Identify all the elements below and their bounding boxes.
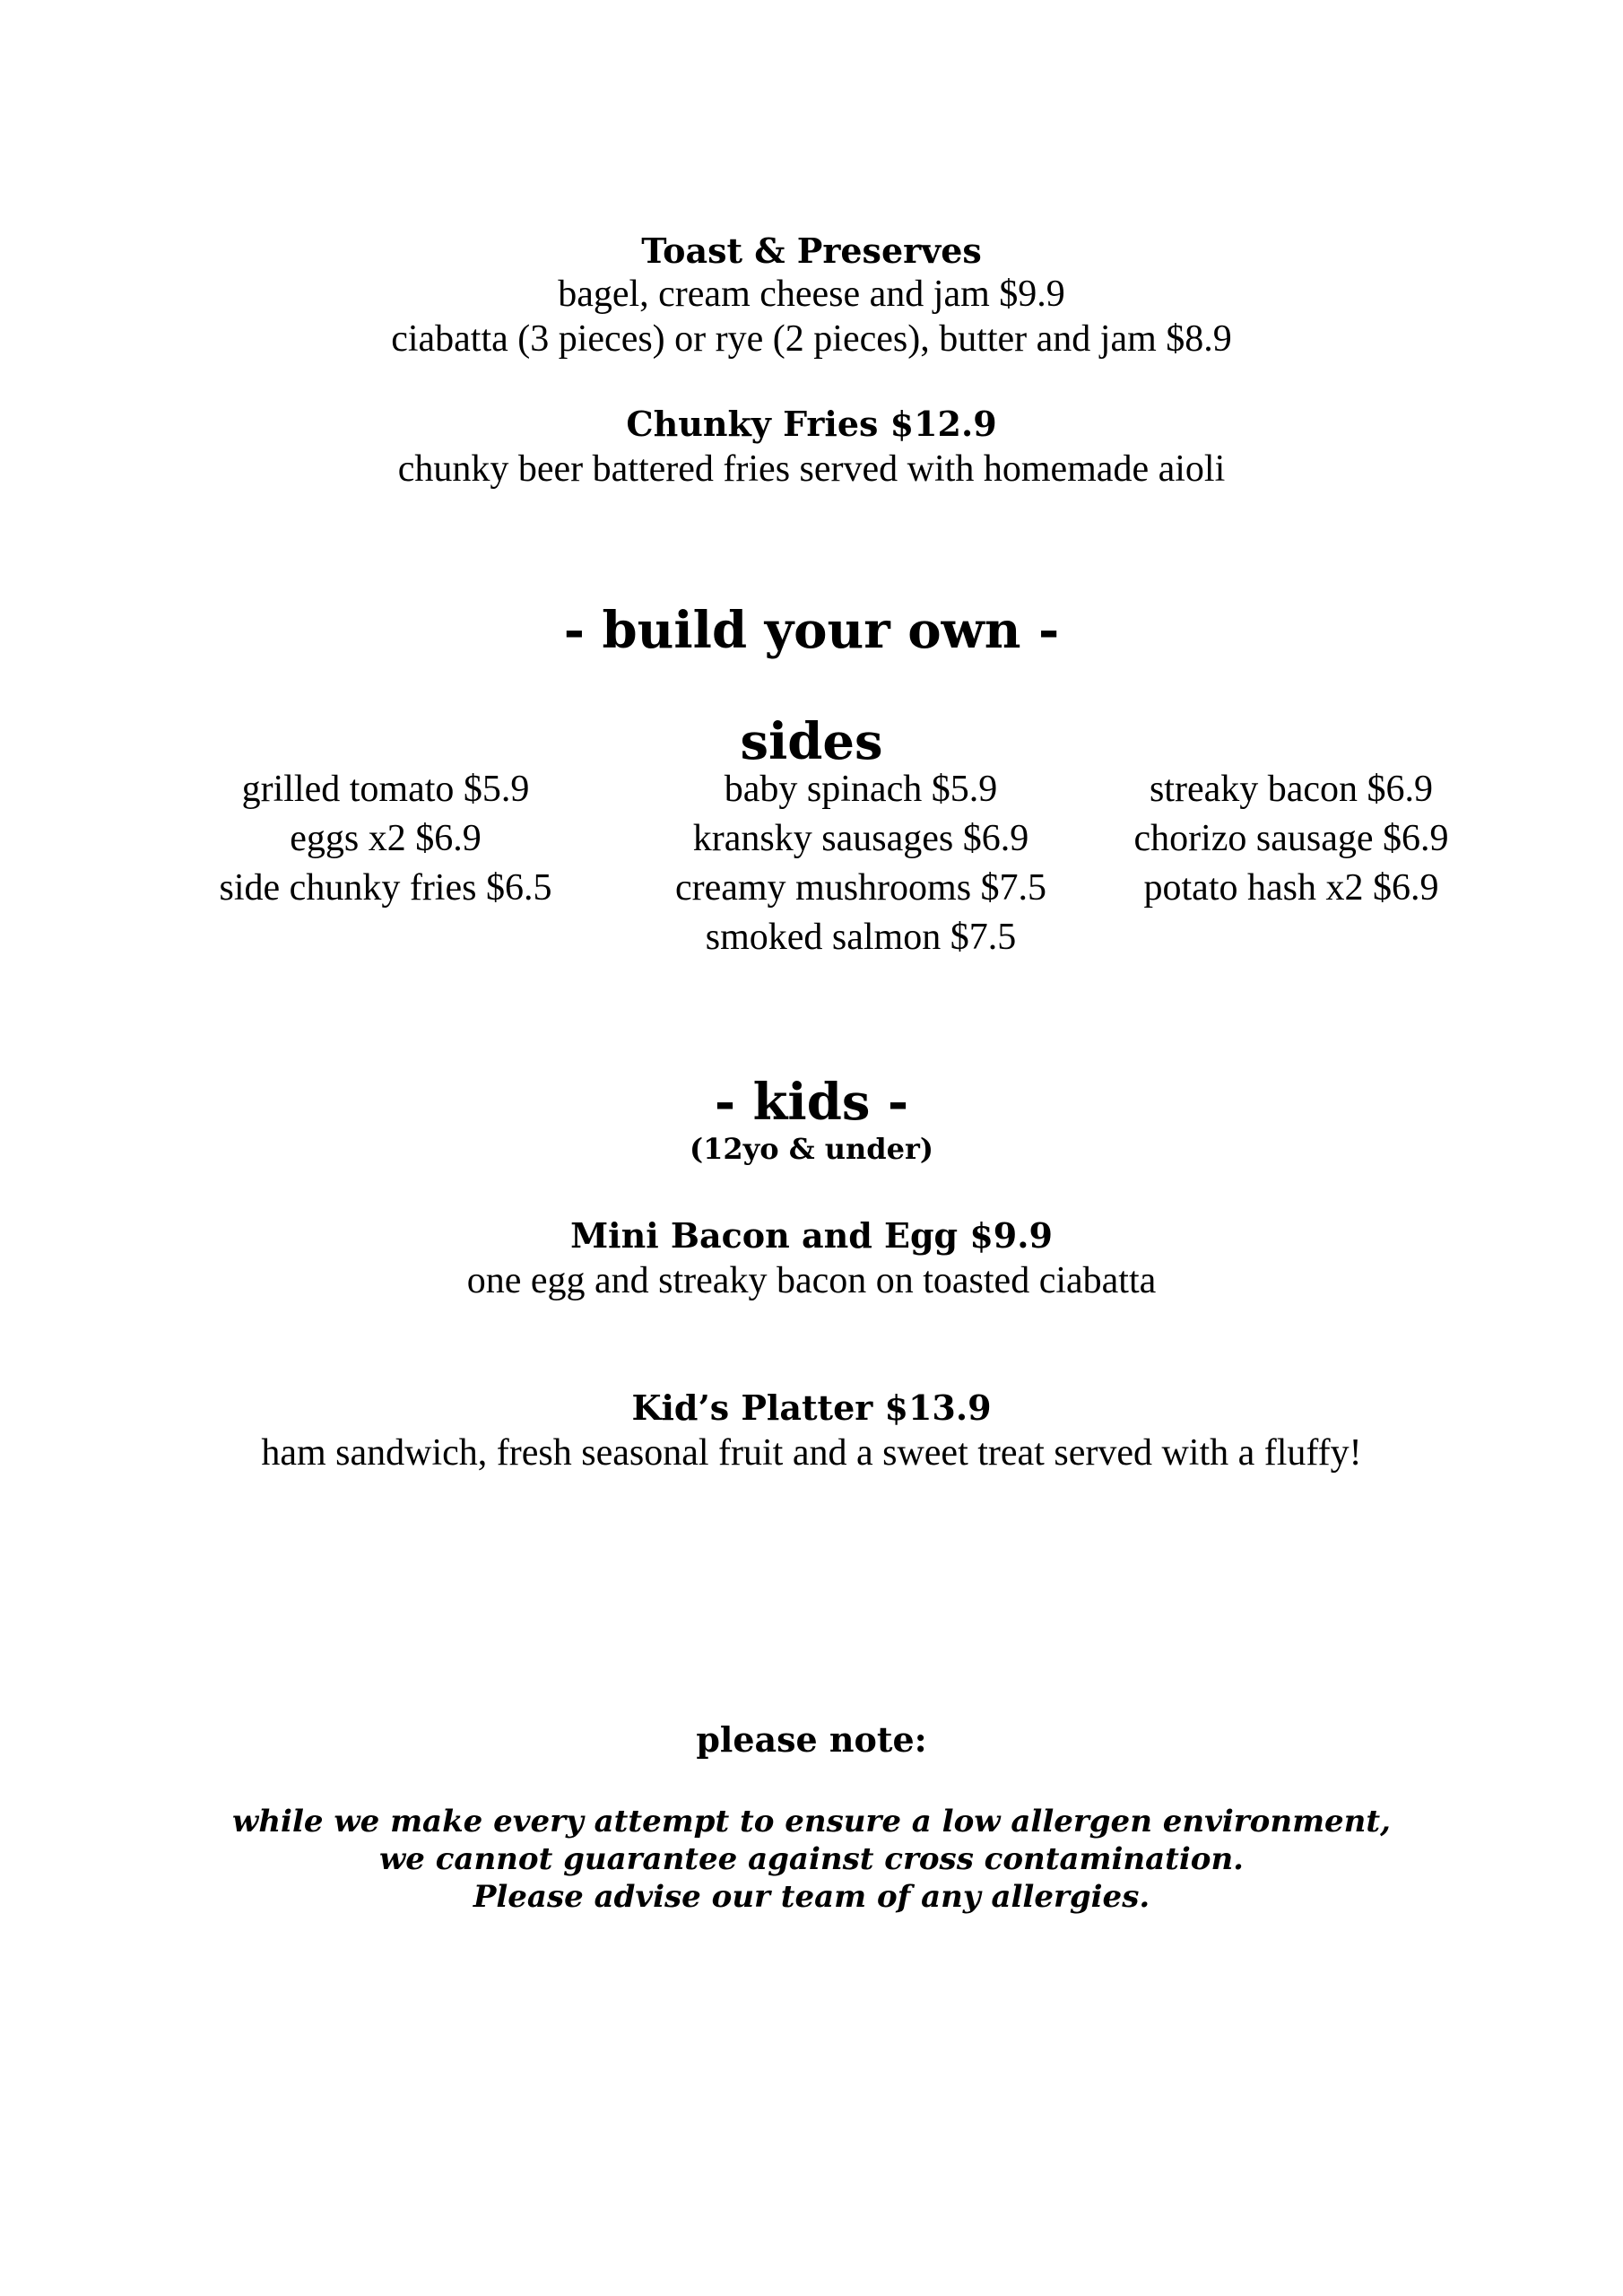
toast-title: Toast & Preserves [641, 230, 982, 271]
toast-line-ciabatta: ciabatta (3 pieces) or rye (2 pieces), butter and jam $8.9 [391, 318, 1232, 360]
toast-line-bagel: bagel, cream cheese and jam $9.9 [558, 274, 1065, 315]
sides-column-left [161, 765, 610, 913]
kids-item-desc: ham sandwich, fresh seasonal fruit and a sweet treat served with a fluffy! [261, 1432, 1362, 1474]
note-heading: please note: [696, 1719, 927, 1760]
note-line: we cannot guarantee against cross contamination. [378, 1841, 1245, 1877]
note-line: while we make every attempt to ensure a low allergen environment, [232, 1804, 1391, 1839]
side-item: chorizo sausage $6.9 [1133, 818, 1449, 859]
sides-heading: sides [740, 712, 883, 771]
side-item: grilled tomato $5.9 [241, 769, 530, 810]
sides-column-right [1076, 765, 1506, 913]
sides-column-middle [628, 765, 1094, 962]
side-item: creamy mushrooms $7.5 [674, 867, 1047, 909]
side-item: eggs x2 $6.9 [290, 818, 482, 859]
note-line: Please advise our team of any allergies. [473, 1879, 1150, 1915]
kids-item-title: Kid’s Platter $13.9 [631, 1387, 992, 1428]
kids-subheading: (12yo & under) [689, 1132, 934, 1166]
side-item: side chunky fries $6.5 [219, 867, 552, 909]
side-item: smoked salmon $7.5 [705, 917, 1017, 958]
side-item: streaky bacon $6.9 [1149, 769, 1434, 810]
side-item: potato hash x2 $6.9 [1143, 867, 1439, 909]
fries-title: Chunky Fries $12.9 [626, 404, 997, 444]
side-item: kransky sausages $6.9 [692, 818, 1029, 859]
build-your-own-heading: - build your own - [563, 601, 1060, 660]
kids-item-title: Mini Bacon and Egg $9.9 [570, 1215, 1053, 1256]
fries-desc: chunky beer battered fries served with homemade aioli [397, 448, 1226, 490]
side-item: baby spinach $5.9 [724, 769, 998, 810]
kids-heading: - kids - [714, 1073, 909, 1132]
kids-item-desc: one egg and streaky bacon on toasted ciabatta [466, 1260, 1157, 1301]
